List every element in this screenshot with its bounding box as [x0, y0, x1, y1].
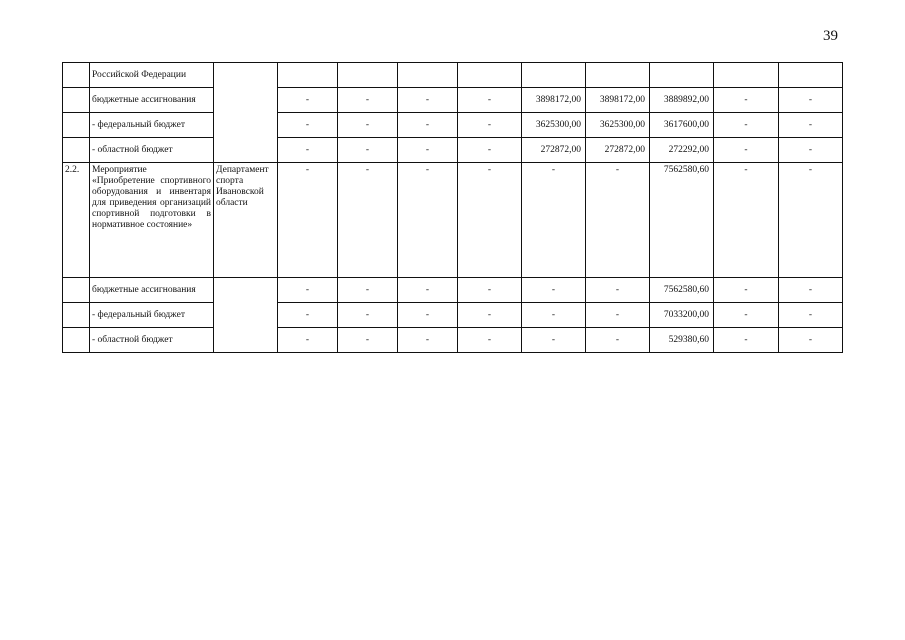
table-cell: -: [586, 303, 650, 328]
table-cell-executor: [214, 63, 278, 163]
table-cell: -: [338, 278, 398, 303]
table-cell: -: [714, 113, 779, 138]
table-cell: -: [586, 163, 650, 278]
table-cell: 7033200,00: [650, 303, 714, 328]
table-cell: -: [398, 278, 458, 303]
table-cell: [278, 63, 338, 88]
table-cell: -: [714, 163, 779, 278]
table-cell: 3889892,00: [650, 88, 714, 113]
table-cell-label: бюджетные ассигнования: [90, 88, 214, 113]
table-cell: -: [278, 278, 338, 303]
table-row: [63, 113, 843, 138]
table-cell: 272292,00: [650, 138, 714, 163]
table-cell: -: [278, 328, 338, 353]
table-cell: -: [714, 138, 779, 163]
table-cell: -: [779, 278, 843, 303]
table-cell: -: [522, 278, 586, 303]
table-cell: -: [458, 278, 522, 303]
table-row: [63, 88, 843, 113]
table-row: [63, 303, 843, 328]
table-cell-number: [63, 138, 90, 163]
table-cell-number: [63, 328, 90, 353]
measure-executor: Департамент спорта Ивановской области: [214, 163, 278, 278]
table-cell: -: [338, 138, 398, 163]
table-cell: -: [779, 328, 843, 353]
table-cell: 529380,60: [650, 328, 714, 353]
table-cell: [779, 63, 843, 88]
table-cell: -: [398, 163, 458, 278]
table-cell: 3625300,00: [586, 113, 650, 138]
table-cell: 3898172,00: [586, 88, 650, 113]
table-cell: -: [458, 113, 522, 138]
table-cell: -: [586, 278, 650, 303]
table-cell: -: [779, 163, 843, 278]
table-cell: [586, 63, 650, 88]
table-cell-label: Российской Федерации: [90, 63, 214, 88]
table-cell: -: [714, 88, 779, 113]
table-cell: -: [458, 328, 522, 353]
table-cell: -: [338, 163, 398, 278]
page-number: 39: [823, 28, 838, 44]
budget-table: [62, 62, 843, 353]
table-cell: [398, 63, 458, 88]
table-cell: -: [338, 113, 398, 138]
table-cell: 272872,00: [586, 138, 650, 163]
table-cell: -: [278, 163, 338, 278]
table-cell: -: [398, 113, 458, 138]
table-cell-label: - федеральный бюджет: [90, 113, 214, 138]
table-row: [63, 328, 843, 353]
table-cell-label: - областной бюджет: [90, 138, 214, 163]
table-cell: -: [278, 303, 338, 328]
table-cell: -: [278, 113, 338, 138]
table-row: [63, 63, 843, 88]
table-cell: -: [278, 138, 338, 163]
table-cell: -: [586, 328, 650, 353]
table-row: [63, 278, 843, 303]
table-cell: [458, 63, 522, 88]
table-cell: -: [779, 303, 843, 328]
table-cell: -: [398, 303, 458, 328]
table-cell-number: [63, 88, 90, 113]
table-cell: 272872,00: [522, 138, 586, 163]
table-cell-number: [63, 63, 90, 88]
table-cell: -: [714, 328, 779, 353]
table-cell-label: бюджетные ассигнования: [90, 278, 214, 303]
table-cell: 3898172,00: [522, 88, 586, 113]
table-cell: -: [398, 88, 458, 113]
table-cell: -: [458, 163, 522, 278]
table-cell: -: [338, 303, 398, 328]
measure-number: 2.2.: [63, 163, 90, 278]
table-cell-label: - федеральный бюджет: [90, 303, 214, 328]
table-cell: 3625300,00: [522, 113, 586, 138]
table-cell: [522, 63, 586, 88]
table-cell: -: [779, 88, 843, 113]
table-cell-number: [63, 278, 90, 303]
table-cell: -: [779, 113, 843, 138]
table-cell: -: [458, 88, 522, 113]
table-cell: -: [458, 138, 522, 163]
measure-description: Мероприятие «Приобретение спортивного оборудования и инвентаря для приведения организаций спортивной подготовки в нормативное состояние»: [90, 163, 214, 278]
table-cell-number: [63, 113, 90, 138]
table-cell: 3617600,00: [650, 113, 714, 138]
table-cell: [650, 63, 714, 88]
table-cell: -: [522, 328, 586, 353]
table-cell: -: [398, 138, 458, 163]
table-cell: 7562580,60: [650, 278, 714, 303]
table-cell-number: [63, 303, 90, 328]
table-row-measure: [63, 163, 843, 278]
table-cell: -: [278, 88, 338, 113]
table-cell: -: [522, 303, 586, 328]
table-cell-executor: [214, 278, 278, 353]
table-cell: -: [398, 328, 458, 353]
table-cell: -: [714, 278, 779, 303]
table-cell: -: [779, 138, 843, 163]
table-cell: [714, 63, 779, 88]
table-cell: [338, 63, 398, 88]
table-cell: -: [458, 303, 522, 328]
table-cell: 7562580,60: [650, 163, 714, 278]
table-cell: -: [522, 163, 586, 278]
table-cell: -: [338, 88, 398, 113]
table-cell: -: [714, 303, 779, 328]
table-cell-label: - областной бюджет: [90, 328, 214, 353]
table-row: [63, 138, 843, 163]
table-cell: -: [338, 328, 398, 353]
